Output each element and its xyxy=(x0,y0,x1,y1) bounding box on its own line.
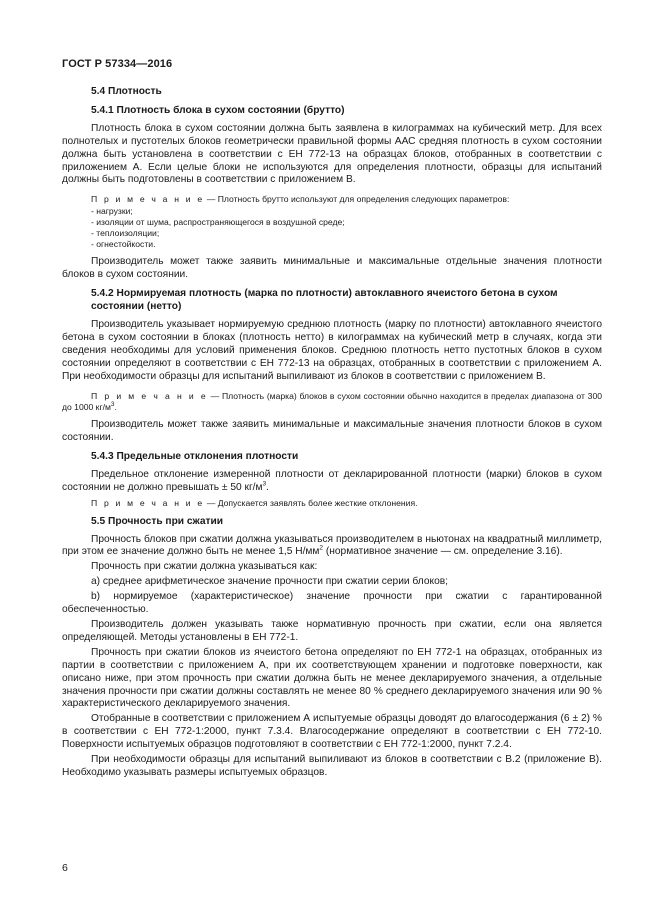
document-header: ГОСТ Р 57334—2016 xyxy=(62,58,173,70)
note-list-item: - нагрузки; xyxy=(91,205,133,216)
paragraph-end: (нормативное значение — см. определение 3.16). xyxy=(323,546,563,558)
superscript: 3 xyxy=(262,480,267,488)
note-text: — Плотность (марка) блоков в сухом состоянии обычно находится в пределах диапазона от 300 до 1000 кг/м xyxy=(62,390,602,412)
paragraph-text: Предельное отклонение измеренной плотности от декларированной плотности (марки) блоков в сухом состоянии не должно превышать ± 50 кг/м xyxy=(62,468,602,493)
note-block xyxy=(62,391,602,413)
paragraph: Отобранные в соответствии с приложением А испытуемые образцы доводят до влагосодержания (6 ± 2) % в соответствии с ЕН 772-1:2000, пункт 7.3.4. Влагосодержание определяют в соответствии с ЕН 772-10. Поверхности испытуемых образцов подготовляют в соответствии с ЕН 772-1:2000, пункт 7.2.4. xyxy=(62,713,602,751)
section-heading-5-5: 5.5 Прочность при сжатии xyxy=(91,515,224,527)
list-item: а) среднее арифметическое значение прочности при сжатии серии блоков; xyxy=(91,576,449,588)
paragraph-end: . xyxy=(266,481,269,493)
note-text: — Допускается заявлять более жесткие отклонения. xyxy=(204,498,418,509)
note-block xyxy=(62,498,602,509)
section-heading-5-4-2: 5.4.2 Нормируемая плотность (марка по плотности) автоклавного ячеистого бетона в сухом состоянии (нетто) xyxy=(91,288,558,313)
note-list-item: - изоляции от шума, распространяющегося в воздушной среде; xyxy=(91,216,345,227)
paragraph-text: Прочность блоков при сжатии должна указываться производителем в ньютонах на квадратный миллиметр, при этом ее значение должно быть не менее 1,5 Н/мм xyxy=(62,533,602,558)
page-number: 6 xyxy=(62,862,68,874)
paragraph: Производитель должен указывать также нормативную прочность при сжатии, если она является определяющей. Методы установлены в ЕН 772-1. xyxy=(62,619,602,643)
list-item: b) нормируемое (характеристическое) значение прочности при сжатии с гарантированной обеспеченностью. xyxy=(62,591,602,616)
note-end: . xyxy=(114,401,117,412)
paragraph: Производитель указывает нормируемую среднюю плотность (марку по плотности) автоклавного ячеистого бетона в сухом состоянии в блоках (плотность нетто) в килограммах на кубический метр в случаях, когда эти сведения необходимы для условий применения блоков. Среднюю плотность нетто пустотных блоков в сухом состоянии определяют в соответствии с ЕН 772-13 на образцах, отобранных в соответствии с приложением А. При необходимости образцы для испытаний выпиливают из блоков в соответствии с приложением В. xyxy=(62,318,602,382)
section-heading-5-4-1: 5.4.1 Плотность блока в сухом состоянии (брутто) xyxy=(91,104,345,116)
paragraph: Производитель может также заявить минимальные и максимальные отдельные значения плотности блоков в сухом состоянии. xyxy=(62,256,602,281)
note-list-item: - теплоизоляции; xyxy=(91,227,160,238)
section-heading-5-4: 5.4 Плотность xyxy=(91,86,162,97)
paragraph: Производитель может также заявить минимальные и максимальные значения плотности блоков в сухом состоянии. xyxy=(62,418,602,443)
document-body xyxy=(62,82,602,782)
note-text: — Плотность брутто используют для определения следующих параметров: xyxy=(204,194,510,205)
note-label: П р и м е ч а н и е xyxy=(91,194,205,205)
paragraph: Прочность при сжатии блоков из ячеистого бетона определяют по ЕН 772-1 на образцах, отобранных из партии в соответствии с приложением А, при их соответствующем хранении и подготовке поверхности, как описано ниже, при этом прочность при сжатии должна быть не менее декларируемого значения, а отдельные значения прочности при сжатии должны составлять не менее 80 % среднего декларируемого значения или 90 % характеристического декларируемого значения. xyxy=(62,646,602,710)
note-list-item: - огнестойкости. xyxy=(91,239,156,250)
paragraph: При необходимости образцы для испытаний выпиливают из блоков в соответствии с В.2 (приложение В). Необходимо указывать размеры испытуемых образцов. xyxy=(62,754,602,778)
note-block xyxy=(62,194,602,250)
superscript: 3 xyxy=(110,400,115,408)
section-heading-5-4-3: 5.4.3 Предельные отклонения плотности xyxy=(91,450,299,462)
superscript: 2 xyxy=(319,545,324,553)
note-label: П р и м е ч а н и е xyxy=(91,498,205,509)
note-label: П р и м е ч а н и е xyxy=(91,390,208,401)
paragraph: Плотность блока в сухом состоянии должна быть заявлена в килограммах на кубический метр. Для всех полнотелых и пустотелых блоков геометрически правильной формы ААС средняя плотность в сухом состоянии должна быть установлена в соответствии с ЕН 772-13 на образцах блоков, отобранных в соответствии с приложением А. Если целые блоки не используются для определения плотности, образцы для испытаний должны быть подготовлены в соответствии с приложением В. xyxy=(62,122,602,186)
paragraph xyxy=(62,469,602,495)
paragraph: Прочность при сжатии должна указываться как: xyxy=(91,561,318,573)
paragraph xyxy=(62,534,602,560)
